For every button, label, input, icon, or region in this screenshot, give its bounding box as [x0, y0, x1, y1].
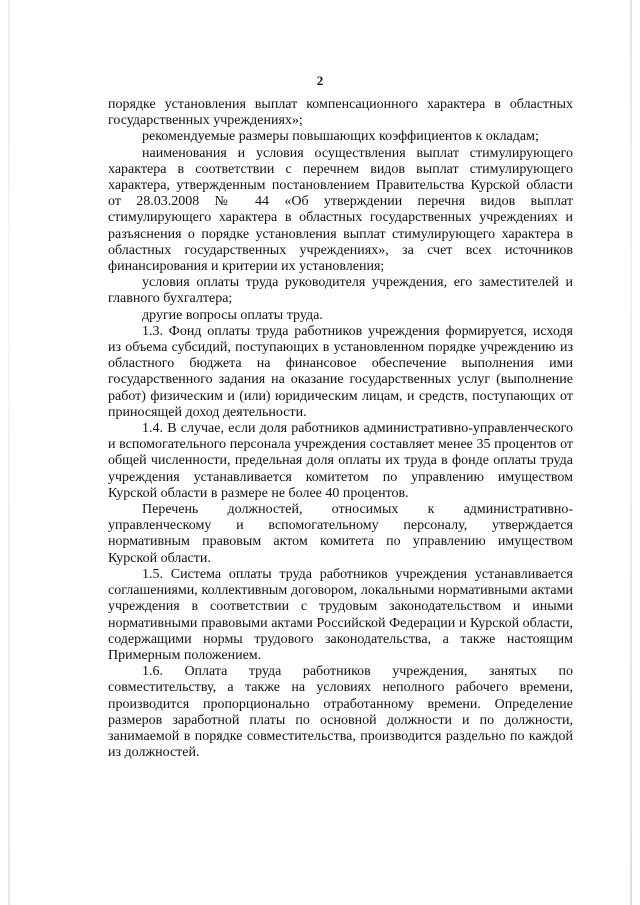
paragraph-continuation: порядке установления выплат компенсационного характера в областных государственных учреждениях»;	[108, 97, 573, 129]
page-number: 2	[316, 73, 324, 88]
paragraph-other-questions: другие вопросы оплаты труда.	[142, 307, 323, 323]
paragraph-1-4: 1.4. В случае, если доля работников административно-управленческого и вспомогательного персонала учреждения составляет менее 35 процентов от общей численности, предельная доля оплаты их труда в фонде оплаты труда учреждения устанавливается комитетом по управлению имуществом Курской области в размере не более 40 процентов.	[108, 421, 573, 501]
paragraph-management-pay: условия оплаты труда руководителя учреждения, его заместителей и главного бухгалтера;	[108, 275, 573, 307]
scan-edge-left	[8, 0, 10, 905]
paragraph-1-3: 1.3. Фонд оплаты труда работников учреждения формируется, исходя из объема субсидий, поступающих в установленном порядке учреждению из областного бюджета на финансовое обеспечение выполнения ими государственного задания на оказание государственных услуг (выполнение работ) физическим и (или) юридическим лицам, и средств, поступающих от приносящей доход деятельности.	[108, 323, 573, 420]
paragraph-positions-list: Перечень должностей, относимых к административно-управленческому и вспомогательному персоналу, утверждается нормативным правовым актом комитета по управлению имуществом Курской области.	[108, 502, 573, 566]
paragraph-coefficients: рекомендуемые размеры повышающих коэффициентов к окладам;	[142, 129, 539, 145]
scan-edge-right	[630, 0, 632, 905]
paragraph-1-6: 1.6. Оплата труда работников учреждения, занятых по совместительству, а также на условиях неполного рабочего времени, производится пропорционально отработанному времени. Определение размеров заработной платы по основной должности и по должности, занимаемой в порядке совместительства, производится раздельно по каждой из должностей.	[108, 664, 573, 761]
paragraph-stimulating-payments: наименования и условия осуществления выплат стимулирующего характера в соответствии с перечнем видов выплат стимулирующего характера, утвержденным постановлением Правительства Курской области от 28.03.2008 № 44 «Об утверждении перечня видов выплат стимулирующего характера в областных государственных учреждениях и разъяснения о порядке установления выплат стимулирующего характера в областных государственных учреждениях», за счет всех источников финансирования и критерии их установления;	[108, 145, 573, 275]
paragraph-1-5: 1.5. Система оплаты труда работников учреждения устанавливается соглашениями, коллективным договором, локальными нормативными актами учреждения в соответствии с трудовым законодательством и иными нормативными правовыми актами Российской Федерации и Курской области, содержащими нормы трудового законодательства, а также настоящим Примерным положением.	[108, 566, 573, 663]
document-body	[108, 97, 573, 761]
